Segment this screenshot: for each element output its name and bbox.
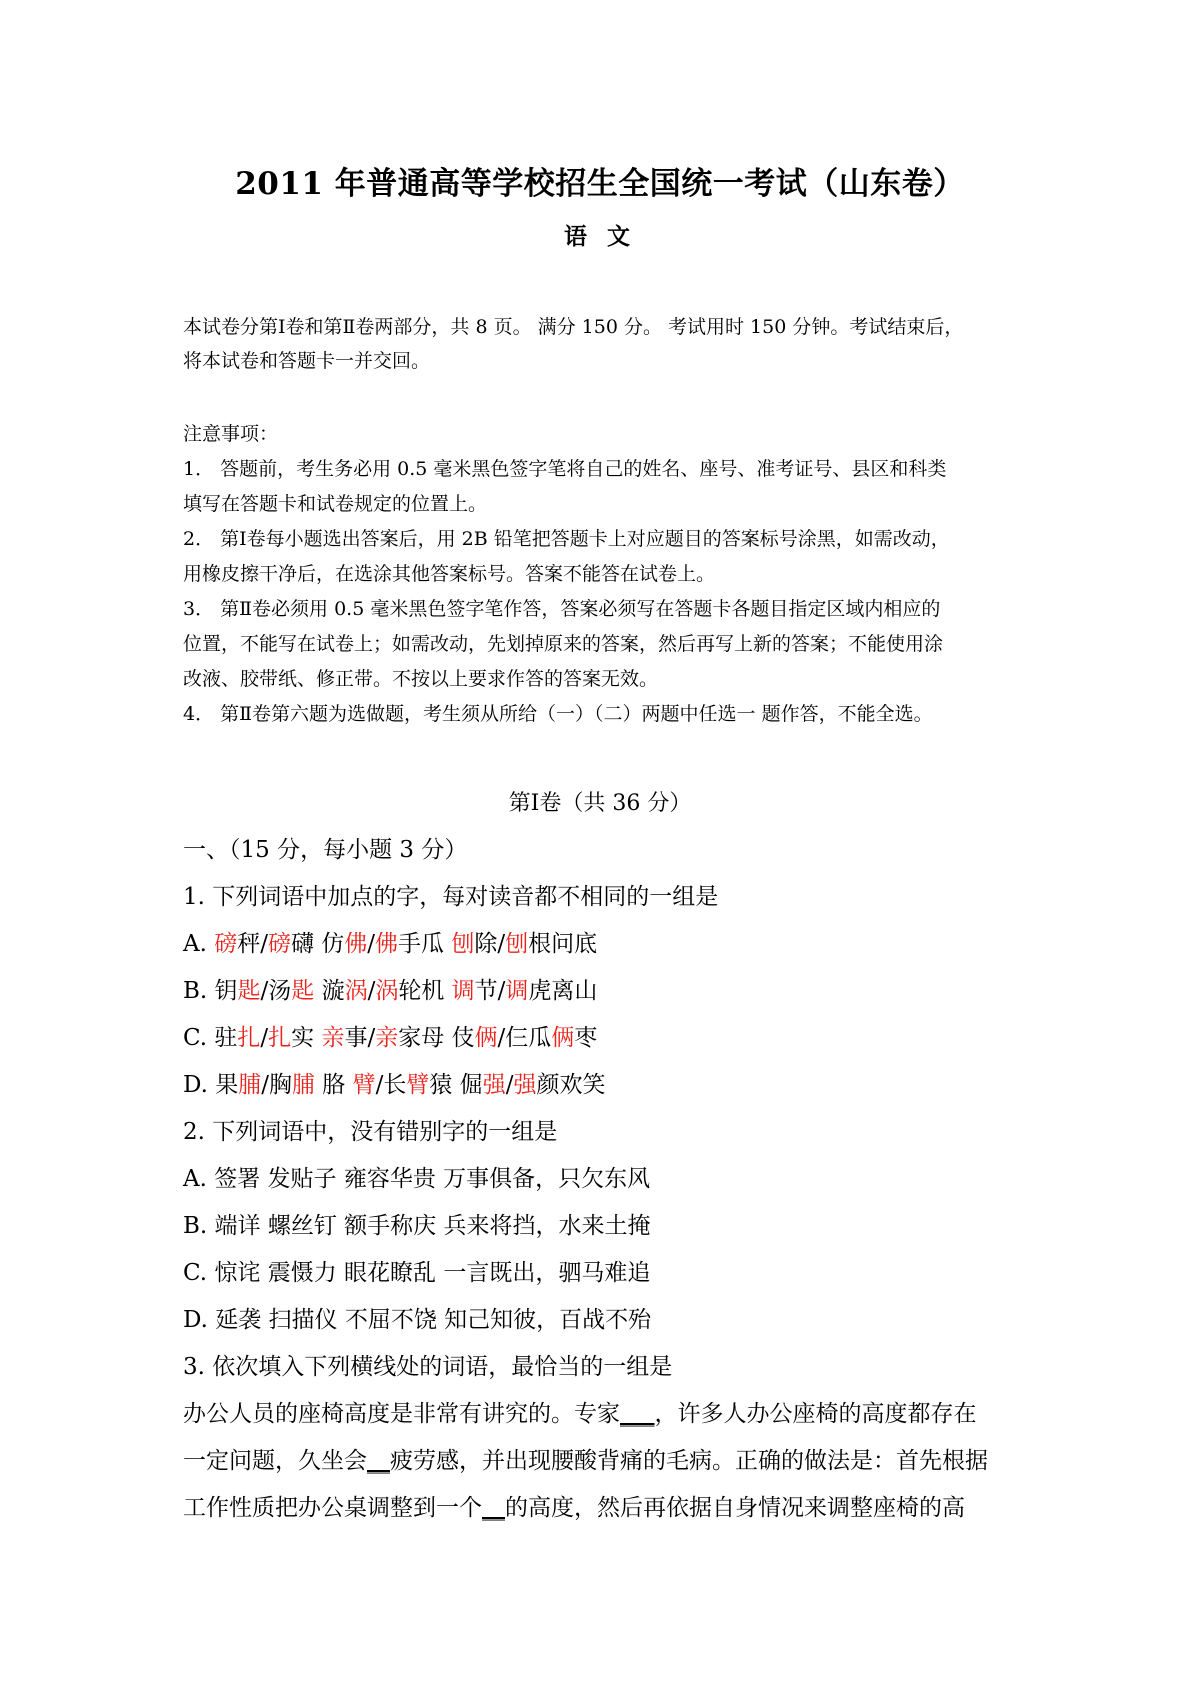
highlighted-char: 亲 xyxy=(321,1025,345,1051)
notes-line: 4． 第Ⅱ卷第六题为选做题，考生须从所给（一）（二）两题中任选一 题作答，不能全选。 xyxy=(183,703,933,725)
option-text: 颜欢笑 xyxy=(536,1072,606,1098)
question-2-stem: 2. 下列词语中，没有错别字的一组是 xyxy=(183,1119,558,1145)
option-text: 轮机 xyxy=(398,978,452,1004)
question-3-stem: 3. 依次填入下列横线处的词语，最恰当的一组是 xyxy=(183,1354,673,1380)
highlighted-char: 调 xyxy=(505,978,529,1004)
option-text: 实 xyxy=(291,1025,322,1051)
option-text: 秤/ xyxy=(237,931,268,957)
option-text: 事/ xyxy=(344,1025,376,1051)
highlighted-char: 刨 xyxy=(451,931,475,957)
notes-line: 3． 第Ⅱ卷必须用 0.5 毫米黑色签字笔作答，答案必须写在答题卡各题目指定区域内相应的 xyxy=(183,598,941,620)
highlighted-char: 脯 xyxy=(238,1072,262,1098)
highlighted-char: 脯 xyxy=(292,1072,315,1098)
question-2-option-c: C. 惊诧 震慑力 眼花瞭乱 一言既出，驷马难追 xyxy=(183,1260,651,1286)
highlighted-char: 磅 xyxy=(267,931,291,957)
question-1-option-a xyxy=(183,930,597,958)
passage-text: 疲劳感，并出现腰酸背痛的毛病。正确的做法是：首先根据 xyxy=(390,1448,988,1474)
highlighted-char: 调 xyxy=(451,978,475,1004)
highlighted-char: 强 xyxy=(482,1072,506,1098)
option-text: B. 钥 xyxy=(183,978,238,1004)
highlighted-char: 臂 xyxy=(352,1072,376,1098)
highlighted-char: 强 xyxy=(513,1072,537,1098)
highlighted-char: 匙 xyxy=(237,978,261,1004)
option-text: 家母 伎 xyxy=(398,1025,475,1051)
question-2-option-b: B. 端详 螺丝钉 额手称庆 兵来将挡，水来土掩 xyxy=(183,1213,651,1239)
passage-text: ，许多人办公座椅的高度都存在 xyxy=(654,1401,977,1427)
option-text: /仨瓜 xyxy=(497,1025,552,1051)
option-text: 胳 xyxy=(315,1072,353,1098)
option-text: / xyxy=(260,1025,269,1051)
passage-text: 工作性质把办公桌调整到一个 xyxy=(183,1495,482,1521)
subject-title: 语 文 xyxy=(563,223,636,250)
notes-line: 用橡皮擦干净后，在选涂其他答案标号。答案不能答在试卷上。 xyxy=(183,563,716,585)
question-2-option-d: D. 延袭 扫描仪 不屈不饶 知己知彼，百战不殆 xyxy=(183,1307,652,1333)
highlighted-char: 扎 xyxy=(237,1025,261,1051)
option-text: D. 果 xyxy=(183,1072,239,1098)
question-2-option-a: A. 签署 发贴子 雍容华贵 万事俱备，只欠东风 xyxy=(183,1166,651,1192)
option-text: /长 xyxy=(375,1072,407,1098)
question-3-passage-line xyxy=(183,1447,988,1475)
question-1-option-d xyxy=(183,1071,605,1099)
highlighted-char: 刨 xyxy=(505,931,529,957)
passage-text: 一定问题，久坐会 xyxy=(183,1448,367,1474)
question-1-option-b xyxy=(183,977,597,1005)
option-text: 枣 xyxy=(574,1025,598,1051)
passage-text: 的高度，然后再依据自身情况来调整座椅的高 xyxy=(505,1495,965,1521)
highlighted-char: 俩 xyxy=(474,1025,498,1051)
intro-line: 本试卷分第Ⅰ卷和第Ⅱ卷两部分，共 8 页。 满分 150 分。 考试用时 150 分钟。考试结束后， xyxy=(183,316,964,338)
fill-blank: ___ xyxy=(620,1401,655,1427)
option-text: 除/ xyxy=(474,931,506,957)
option-text: A. xyxy=(183,931,215,957)
highlighted-char: 佛 xyxy=(375,931,399,957)
highlighted-char: 涡 xyxy=(344,978,368,1004)
notes-line: 改液、胶带纸、修正带。不按以上要求作答的答案无效。 xyxy=(183,668,659,690)
option-text: / xyxy=(367,931,376,957)
intro-line: 将本试卷和答题卡一并交回。 xyxy=(183,350,431,372)
notes-line: 2． 第Ⅰ卷每小题选出答案后，用 2B 铅笔把答题卡上对应题目的答案标号涂黑，如需改动， xyxy=(183,528,950,550)
question-3-passage-line xyxy=(183,1400,977,1428)
option-text: 礴 仿 xyxy=(290,931,345,957)
option-text: 根问底 xyxy=(528,931,598,957)
section-heading: 一、（15 分，每小题 3 分） xyxy=(183,837,468,863)
option-text: 手瓜 xyxy=(398,931,452,957)
question-3-passage-line xyxy=(183,1494,965,1522)
highlighted-char: 臂 xyxy=(406,1072,430,1098)
passage-text: 办公人员的座椅高度是非常有讲究的。专家 xyxy=(183,1401,620,1427)
option-text: 虎离山 xyxy=(528,978,598,1004)
notes-heading: 注意事项： xyxy=(183,423,279,445)
notes-line: 1． 答题前，考生务必用 0.5 毫米黑色签字笔将自己的姓名、座号、准考证号、县区和科类 xyxy=(183,458,947,480)
highlighted-char: 涡 xyxy=(375,978,399,1004)
option-text: 漩 xyxy=(314,978,345,1004)
notes-line: 填写在答题卡和试卷规定的位置上。 xyxy=(183,493,488,515)
highlighted-char: 扎 xyxy=(268,1025,292,1051)
option-text: 猿 倔 xyxy=(429,1072,483,1098)
option-text: C. 驻 xyxy=(183,1025,238,1051)
notes-line: 位置，不能写在试卷上；如需改动，先划掉原来的答案，然后再写上新的答案；不能使用涂 xyxy=(183,633,944,655)
option-text: /胸 xyxy=(261,1072,292,1098)
highlighted-char: 佛 xyxy=(344,931,368,957)
highlighted-char: 俩 xyxy=(551,1025,575,1051)
question-1-option-c xyxy=(183,1024,597,1052)
highlighted-char: 匙 xyxy=(291,978,315,1004)
fill-blank: __ xyxy=(482,1495,505,1521)
option-text: / xyxy=(505,1072,514,1098)
question-1-stem: 1. 下列词语中加点的字，每对读音都不相同的一组是 xyxy=(183,884,719,910)
highlighted-char: 磅 xyxy=(214,931,238,957)
exam-title: 2011 年普通高等学校招生全国统一考试（山东卷） xyxy=(235,166,965,202)
option-text: 节/ xyxy=(474,978,506,1004)
option-text: /汤 xyxy=(260,978,292,1004)
fill-blank: __ xyxy=(367,1448,390,1474)
option-text: / xyxy=(367,978,376,1004)
highlighted-char: 亲 xyxy=(375,1025,399,1051)
part-heading: 第Ⅰ卷（共 36 分） xyxy=(508,791,692,816)
